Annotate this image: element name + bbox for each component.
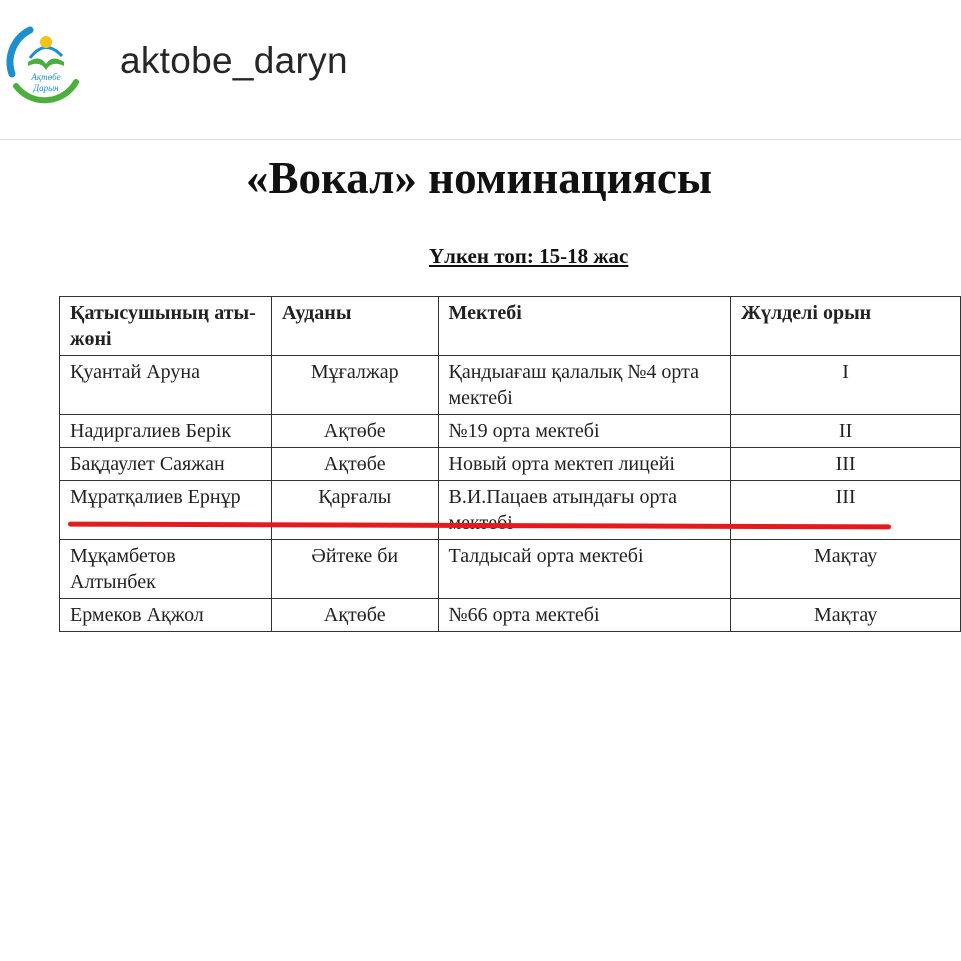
school-cell: Қандыағаш қалалық №4 орта мектебі <box>438 356 731 415</box>
results-table <box>59 296 961 632</box>
place-cell: III <box>731 481 961 540</box>
participant-cell: Бақдаулет Саяжан <box>60 448 272 481</box>
post-header <box>0 0 961 140</box>
header-participant: Қатысушының аты-жөні <box>60 297 272 356</box>
participant-cell: Надиргалиев Берік <box>60 415 272 448</box>
table-row <box>60 599 961 632</box>
table-row <box>60 540 961 599</box>
district-cell: Мұғалжар <box>271 356 438 415</box>
district-cell: Ақтөбе <box>271 448 438 481</box>
profile-username[interactable]: aktobe_daryn <box>120 40 348 81</box>
school-cell: Новый орта мектеп лицейі <box>438 448 731 481</box>
place-cell: I <box>731 356 961 415</box>
document-title: «Вокал» номинациясы <box>246 153 713 203</box>
district-cell: Қарғалы <box>271 481 438 540</box>
avatar[interactable] <box>0 16 90 106</box>
participant-cell: Мұқамбетов Алтынбек <box>60 540 272 599</box>
school-cell: В.И.Пацаев атындағы орта <box>438 481 731 540</box>
participant-cell: Қуантай Аруна <box>60 356 272 415</box>
logo-text-1: Ақтөбе <box>31 72 61 82</box>
table-header-row <box>60 297 961 356</box>
district-cell: Ақтөбе <box>271 599 438 632</box>
aktobe-daryn-logo-icon <box>0 16 90 106</box>
table-row <box>60 356 961 415</box>
school-cell: №66 орта мектебі <box>438 599 731 632</box>
place-cell: Мақтау <box>731 599 961 632</box>
place-cell: Мақтау <box>731 540 961 599</box>
place-cell: II <box>731 415 961 448</box>
table-row <box>60 448 961 481</box>
logo-text-2: Дарын <box>33 83 59 93</box>
document-subtitle: Үлкен топ: 15-18 жас <box>429 244 629 268</box>
participant-cell: Мұратқалиев Ернұр <box>60 481 272 540</box>
table-row <box>60 415 961 448</box>
district-cell: Әйтеке би <box>271 540 438 599</box>
district-cell: Ақтөбе <box>271 415 438 448</box>
school-cell: №19 орта мектебі <box>438 415 731 448</box>
place-cell: III <box>731 448 961 481</box>
header-school: Мектебі <box>438 297 731 356</box>
table-row <box>60 481 961 540</box>
header-district: Ауданы <box>271 297 438 356</box>
school-cell: Талдысай орта мектебі <box>438 540 731 599</box>
header-place: Жүлделі орын <box>731 297 961 356</box>
participant-cell: Ермеков Ақжол <box>60 599 272 632</box>
